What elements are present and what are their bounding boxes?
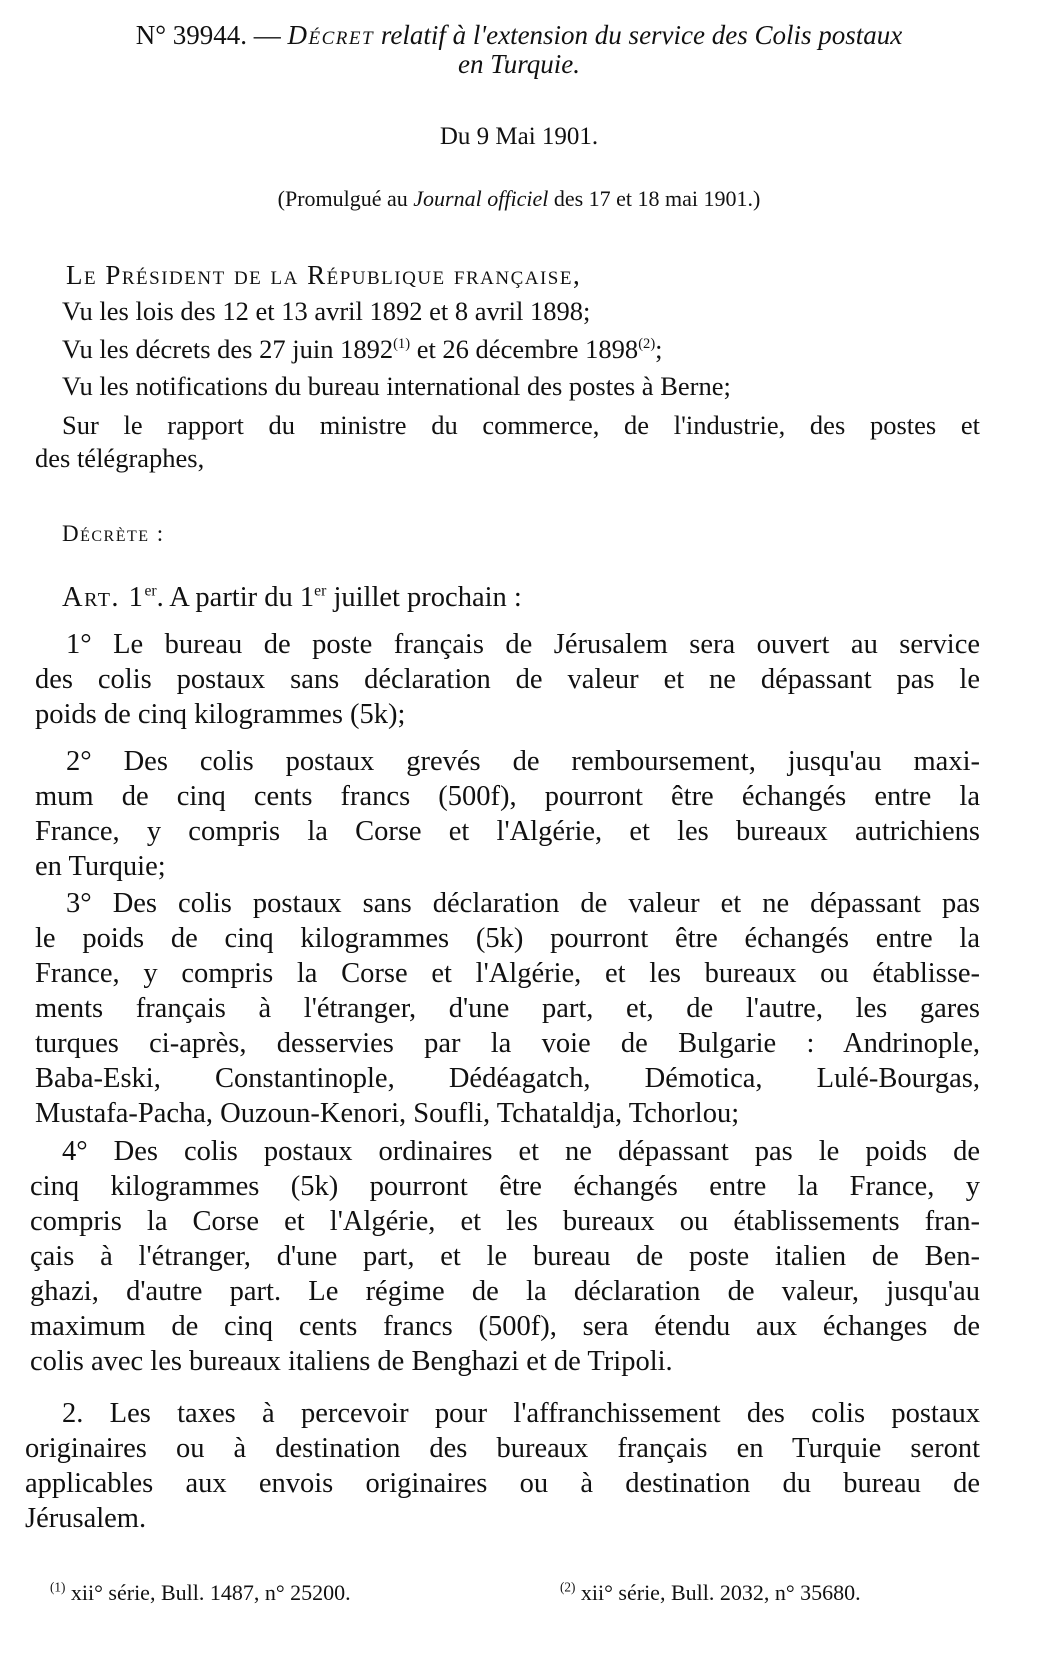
vu-decrets: [62, 336, 663, 363]
promulgation-note: [0, 188, 1038, 210]
p2-line: en Turquie;: [35, 851, 166, 882]
article-2-line: applicables aux envois originaires ou à destination du bureau de: [25, 1468, 980, 1499]
p3-line: 3° Des colis postaux sans déclaration de valeur et ne dépassant pas: [66, 888, 980, 919]
decree-subject: relatif à l'extension du service des Colis postaux: [374, 20, 903, 50]
p4-line: çais à l'étranger, d'une part, et le bureau de poste italien de Ben-: [30, 1241, 980, 1272]
president-heading: Le Président de la République française,: [66, 260, 582, 290]
article-1-label-sup: er: [144, 582, 157, 600]
p1-line: poids de cinq kilogrammes (5k);: [35, 699, 406, 730]
footnote-1-marker: (1): [50, 1579, 66, 1595]
vu-lois: Vu les lois des 12 et 13 avril 1892 et 8 avril 1898;: [62, 296, 591, 326]
decree-title: [0, 22, 1038, 49]
footnote-1: [50, 1580, 351, 1606]
footnote-1-text: xii° série, Bull. 1487, n° 25200.: [65, 1580, 351, 1605]
p3-line: Baba-Eski, Constantinople, Dédéagatch, Démotica, Lulé-Bourgas,: [35, 1063, 980, 1094]
article-1-label: Art. 1: [62, 582, 145, 613]
p4-line: colis avec les bureaux italiens de Benghazi et de Tripoli.: [30, 1346, 673, 1377]
p4-line: cinq kilogrammes (5k) pourront être échangés entre la France, y: [30, 1171, 980, 1202]
footnote-2-text: xii° série, Bull. 2032, n° 35680.: [575, 1580, 861, 1605]
article-1-heading: [62, 584, 522, 613]
article-1-intro-sup: er: [314, 582, 327, 600]
article-2-line: Jérusalem.: [25, 1503, 147, 1534]
footnote-ref-2: (2): [638, 336, 656, 353]
p4-line: compris la Corse et l'Algérie, et les bureaux ou établissements fran-: [30, 1206, 980, 1237]
article-2-line: originaires ou à destination des bureaux français en Turquie seront: [25, 1433, 980, 1464]
decree-word: Décret: [287, 20, 375, 50]
p3-line: Mustafa-Pacha, Ouzoun-Kenori, Soufli, Tchataldja, Tchorlou;: [35, 1098, 740, 1129]
p4-line: 4° Des colis postaux ordinaires et ne dépassant pas le poids de: [62, 1136, 980, 1167]
vu-decrets-c: ;: [655, 334, 663, 364]
p1-line: 1° Le bureau de poste français de Jérusalem sera ouvert au service: [66, 629, 980, 660]
rapport-line-2: des télégraphes,: [35, 443, 205, 473]
decree-number: N° 39944. —: [135, 20, 288, 50]
decree-title-line2: en Turquie.: [457, 49, 580, 79]
p3-line: ments français à l'étranger, d'une part, et, de l'autre, les gares: [35, 993, 980, 1024]
journal-officiel: Journal officiel: [413, 186, 549, 211]
p2-line: France, y compris la Corse et l'Algérie, et les bureaux autrichiens: [35, 816, 980, 847]
article-2-line: 2. Les taxes à percevoir pour l'affranchissement des colis postaux: [62, 1398, 980, 1429]
p1-line: des colis postaux sans déclaration de valeur et ne dépassant pas le: [35, 664, 980, 695]
p4-line: maximum de cinq cents francs (500f), sera étendu aux échanges de: [30, 1311, 980, 1342]
p3-line: le poids de cinq kilogrammes (5k) pourront être échangés entre la: [35, 923, 980, 954]
decree-date: Du 9 Mai 1901.: [439, 123, 599, 150]
p3-line: turques ci-après, desservies par la voie de Bulgarie : Andrinople,: [35, 1028, 980, 1059]
footnote-2: [560, 1580, 861, 1606]
p2-line: 2° Des colis postaux grevés de remboursement, jusqu'au maxi-: [66, 746, 980, 777]
promulgation-close: des 17 et 18 mai 1901.): [548, 186, 761, 211]
rapport-line-1: Sur le rapport du ministre du commerce, de l'industrie, des postes et: [62, 410, 980, 440]
article-1-intro-b: juillet prochain :: [326, 582, 522, 613]
footnote-2-marker: (2): [560, 1579, 576, 1595]
p3-line: France, y compris la Corse et l'Algérie, et les bureaux ou établisse-: [35, 958, 980, 989]
decrete-heading: Décrète :: [62, 521, 165, 546]
vu-decrets-b: et 26 décembre 1898: [410, 334, 639, 364]
footnote-ref-1: (1): [393, 336, 411, 353]
promulgation-open: (Promulgué au: [277, 186, 414, 211]
p4-line: ghazi, d'autre part. Le régime de la déclaration de valeur, jusqu'au: [30, 1276, 980, 1307]
article-1-intro-a: . A partir du 1: [156, 582, 315, 613]
vu-decrets-a: Vu les décrets des 27 juin 1892: [62, 334, 394, 364]
vu-notifications: Vu les notifications du bureau international des postes à Berne;: [62, 371, 731, 401]
p2-line: mum de cinq cents francs (500f), pourront être échangés entre la: [35, 781, 980, 812]
